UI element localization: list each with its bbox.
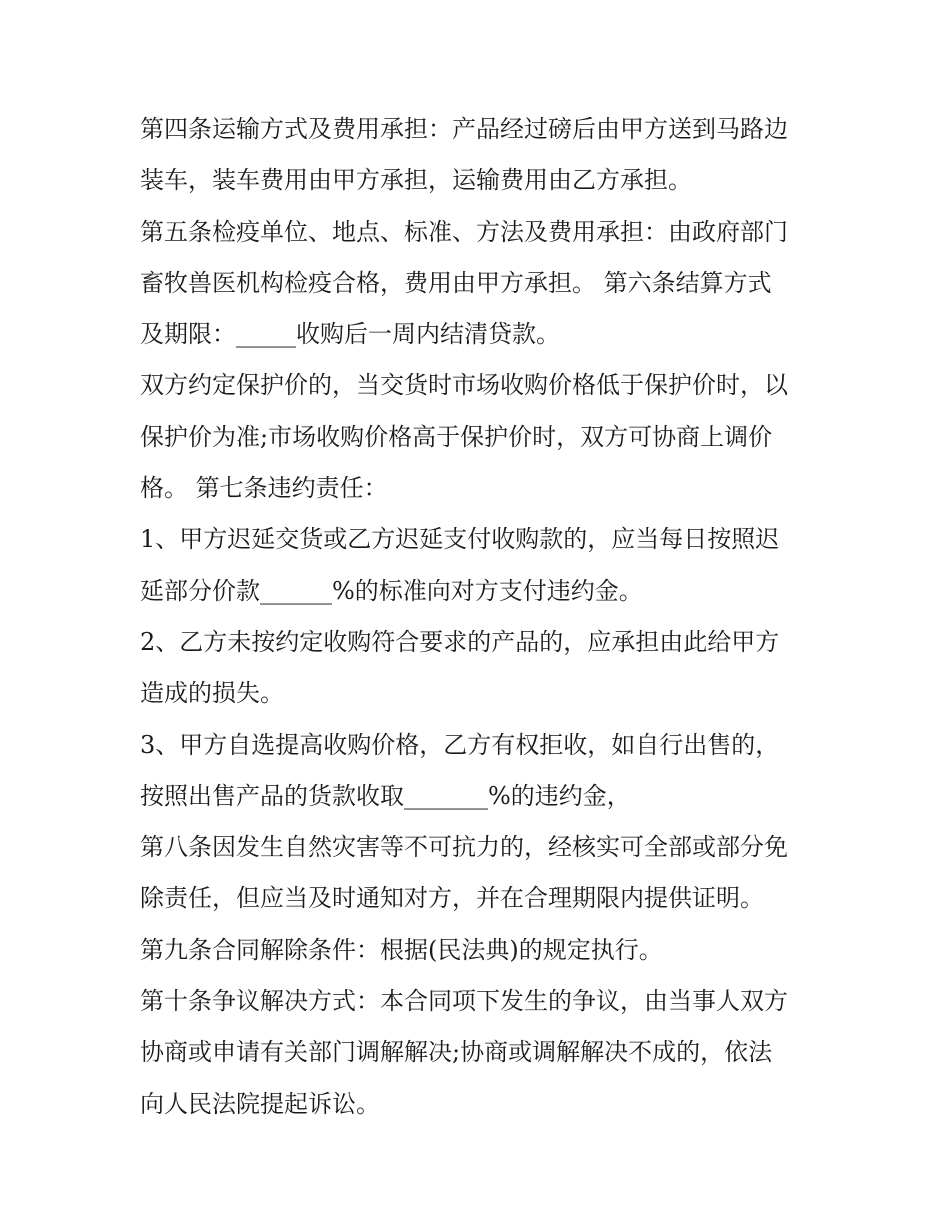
text-line: 第八条因发生自然灾害等不可抗力的，经核实可全部或部分免	[140, 833, 788, 862]
text-line: 双方约定保护价的，当交货时市场收购价格低于保护价时，以	[140, 371, 788, 400]
document-body	[140, 104, 820, 1130]
text-line: 按照出售产品的货款收取_______%的违约金，	[140, 781, 631, 810]
text-line: 格。 第七条违约责任：	[140, 474, 388, 503]
text-line: 造成的损失。	[140, 679, 284, 708]
text-line: 装车，装车费用由甲方承担，运输费用由乙方承担。	[140, 166, 692, 195]
text-line: 保护价为准;市场收购价格高于保护价时，双方可协商上调价	[140, 422, 773, 451]
text-line: 延部分价款______%的标准向对方支付违约金。	[140, 576, 643, 605]
text-line: 2、乙方未按约定收购符合要求的产品的，应承担由此给甲方	[140, 627, 780, 656]
text-line: 向人民法院提起诉讼。	[140, 1089, 380, 1118]
text-line: 畜牧兽医机构检疫合格，费用由甲方承担。 第六条结算方式	[140, 268, 772, 297]
text-line: 1、甲方迟延交货或乙方迟延支付收购款的，应当每日按照迟	[140, 525, 780, 554]
text-line: 协商或申请有关部门调解解决;协商或调解解决不成的，依法	[140, 1038, 773, 1067]
text-line: 除责任，但应当及时通知对方，并在合理期限内提供证明。	[140, 884, 764, 913]
text-line: 第四条运输方式及费用承担：产品经过磅后由甲方送到马路边	[140, 115, 788, 143]
text-line: 第九条合同解除条件：根据(民法典)的规定执行。	[140, 935, 663, 964]
text-line: 3、甲方自选提高收购价格，乙方有权拒收，如自行出售的，	[140, 730, 780, 759]
text-line: 第五条检疫单位、地点、标准、方法及费用承担：由政府部门	[140, 217, 788, 246]
text-line: 第十条争议解决方式：本合同项下发生的争议，由当事人双方	[140, 987, 788, 1016]
text-line: 及期限：_____收购后一周内结清贷款。	[140, 320, 560, 349]
